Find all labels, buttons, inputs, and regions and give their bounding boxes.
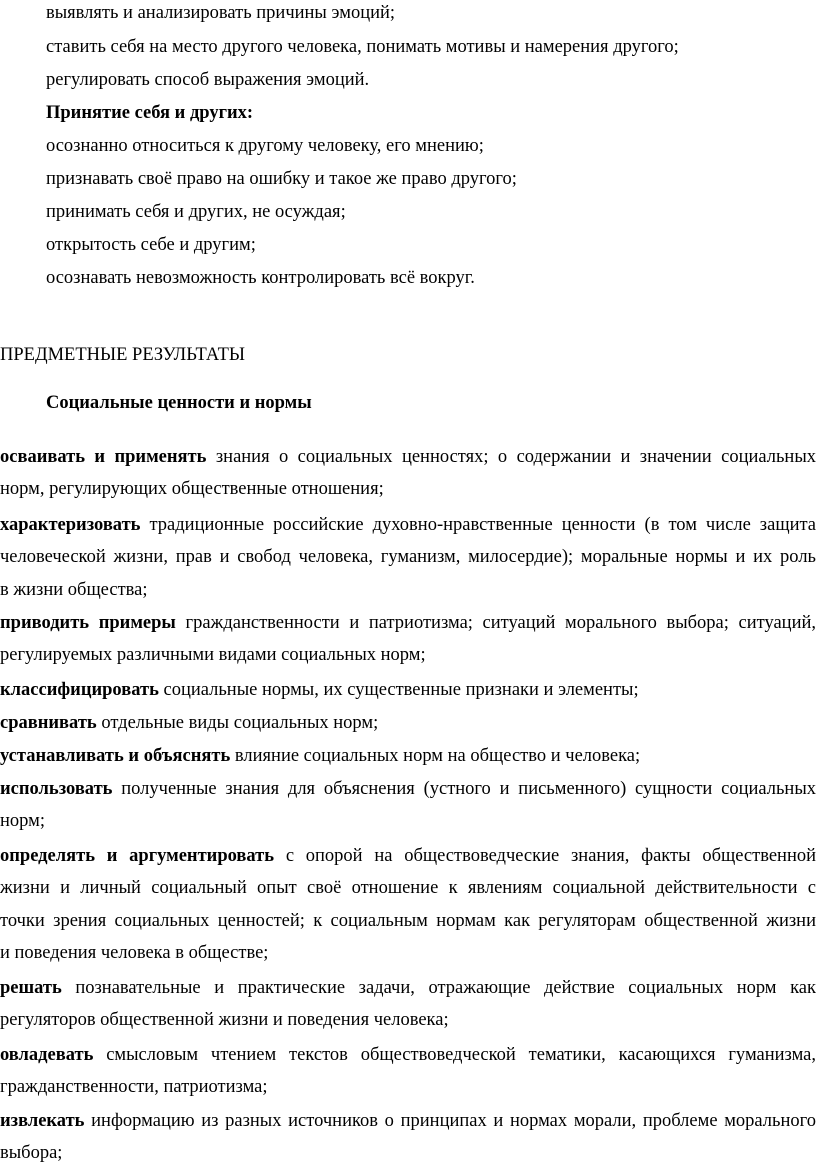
result-item: осваивать и применять знания о социальных ценностях; о содержании и значении социальных норм, регулирующих общественные отношения; [0, 447, 816, 500]
result-verb: овладевать [0, 1045, 94, 1065]
result-verb: сравнивать [0, 713, 97, 733]
result-verb: решать [0, 978, 62, 998]
result-verb: характеризовать [0, 515, 141, 535]
acceptance-item: открытость себе и другим; [46, 235, 256, 255]
result-item: сравнивать отдельные виды социальных норм; [0, 713, 379, 733]
result-verb: использовать [0, 779, 113, 799]
acceptance-item: осознавать невозможность контролировать всё вокруг. [46, 268, 475, 288]
top-item: выявлять и анализировать причины эмоций; [46, 3, 396, 23]
result-item: использовать полученные знания для объяснения (устного и письменного) сущности социальных норм; [0, 779, 816, 832]
top-item: регулировать способ выражения эмоций. [46, 70, 370, 90]
result-item: устанавливать и объяснять влияние социальных норм на общество и человека; [0, 746, 641, 766]
section-title: ПРЕДМЕТНЫЕ РЕЗУЛЬТАТЫ [0, 345, 245, 365]
top-item: ставить себя на место другого человека, понимать мотивы и намерения другого; [46, 37, 679, 57]
acceptance-item: признавать своё право на ошибку и такое же право другого; [46, 169, 517, 189]
result-verb: извлекать [0, 1111, 85, 1131]
subsection-title: Социальные ценности и нормы [46, 393, 312, 413]
acceptance-heading: Принятие себя и других: [46, 103, 254, 123]
result-verb: осваивать и применять [0, 447, 207, 467]
result-item: определять и аргументировать с опорой на обществоведческие знания, факты общественной жизни и личный социальный опыт своё отношение к явлениям социальной действительности с точки зрения социальных ценностей; к социальным нормам как регуляторам общественной жизни и поведения человека в обществе; [0, 846, 816, 964]
acceptance-item: принимать себя и других, не осуждая; [46, 202, 346, 222]
acceptance-item: осознанно относиться к другому человеку, его мнению; [46, 136, 484, 156]
result-verb: устанавливать и объяснять [0, 746, 231, 766]
result-verb: классифицировать [0, 680, 159, 700]
result-item: классифицировать социальные нормы, их существенные признаки и элементы; [0, 680, 639, 700]
result-item: приводить примеры гражданственности и патриотизма; ситуаций морального выбора; ситуаций, регулируемых различными видами социальных норм; [0, 613, 816, 666]
result-verb: приводить примеры [0, 613, 176, 633]
result-item: овладевать смысловым чтением текстов обществоведческой тематики, касающихся гуманизма, гражданственности, патриотизма; [0, 1045, 816, 1098]
result-item: характеризовать традиционные российские духовно-нравственные ценности (в том числе защита человеческой жизни, прав и свобод человека, гуманизм, милосердие); моральные нормы и их роль в жизни общества; [0, 515, 816, 600]
result-item: извлекать информацию из разных источников о принципах и нормах морали, проблеме морального выбора; [0, 1111, 816, 1164]
result-verb: определять и аргументировать [0, 846, 275, 866]
result-item: решать познавательные и практические задачи, отражающие действие социальных норм как регуляторов общественной жизни и поведения человека; [0, 978, 816, 1031]
